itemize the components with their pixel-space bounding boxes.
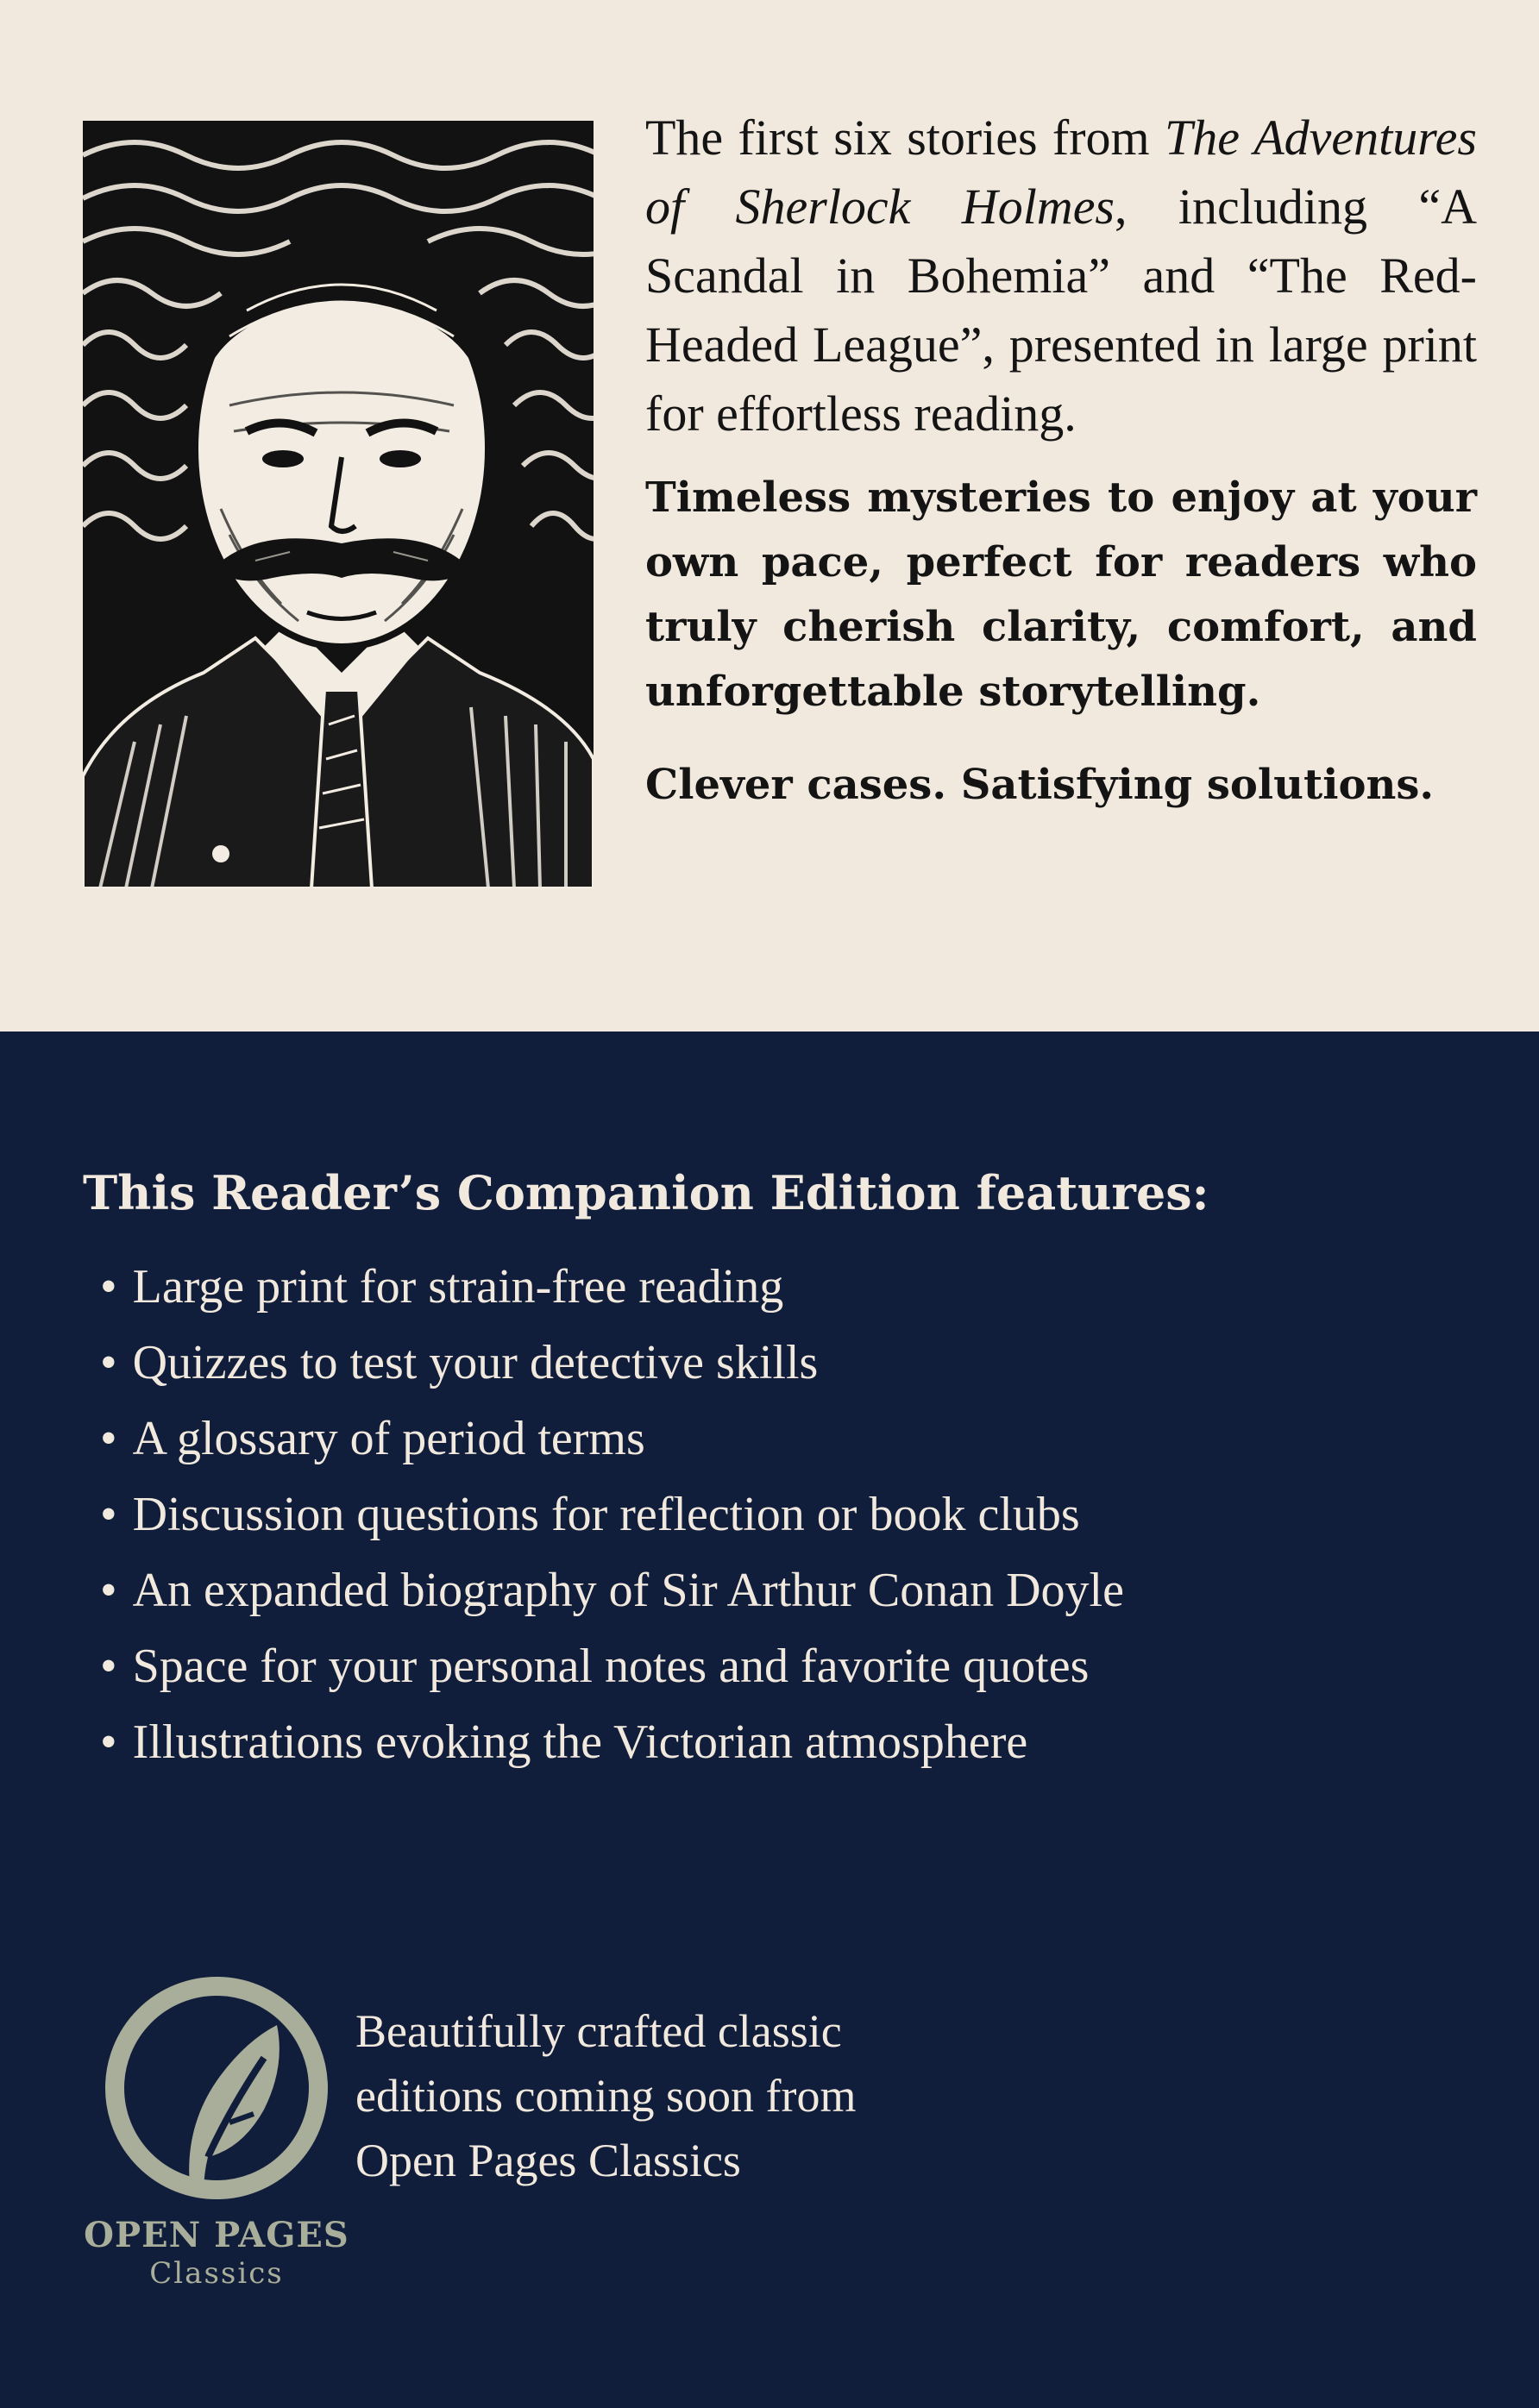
top-panel <box>0 0 1539 1032</box>
feature-item: • Quizzes to test your detective skills <box>100 1325 1124 1401</box>
intro-before: The first six stories from <box>645 110 1165 166</box>
feature-item: • Discussion questions for reflection or book clubs <box>100 1477 1124 1552</box>
feature-item: • Space for your personal notes and favorite quotes <box>100 1628 1124 1704</box>
author-portrait-woodcut <box>83 121 594 888</box>
quill-circle-icon <box>100 1972 333 2204</box>
feature-item: • A glossary of period terms <box>100 1401 1124 1477</box>
features-list <box>100 1249 1124 1780</box>
publisher-note-line: Beautifully crafted classic <box>355 2005 842 2057</box>
publisher-note-line: editions coming soon from <box>355 2070 857 2122</box>
feature-item: • An expanded biography of Sir Arthur Conan Doyle <box>100 1552 1124 1628</box>
intro-paragraph <box>645 103 1477 448</box>
features-heading: This Reader’s Companion Edition features: <box>83 1165 1209 1220</box>
slogan: Clever cases. Satisfying solutions. <box>645 761 1435 809</box>
publisher-note-line: Open Pages Classics <box>355 2135 741 2186</box>
logo-name: OPEN PAGES <box>84 2215 349 2255</box>
intro-after: , including “A Scandal in Bohemia” and “The Red-Headed League”, presented in large print for effortless reading. <box>645 179 1478 442</box>
tagline: Timeless mysteries to enjoy at your own pace, perfect for readers who truly cherish clarity, comfort, and unforgettable storytelling. <box>645 473 1477 716</box>
logo-subtitle: Classics <box>149 2256 284 2291</box>
publisher-logo <box>83 1972 350 2299</box>
publisher-note <box>355 1999 959 2193</box>
feature-item: • Large print for strain-free reading <box>100 1249 1124 1325</box>
book-title: The Adventures of Sherlock Holmes <box>645 110 1477 235</box>
blurb <box>645 103 1477 812</box>
feature-item: • Illustrations evoking the Victorian atmosphere <box>100 1704 1124 1780</box>
